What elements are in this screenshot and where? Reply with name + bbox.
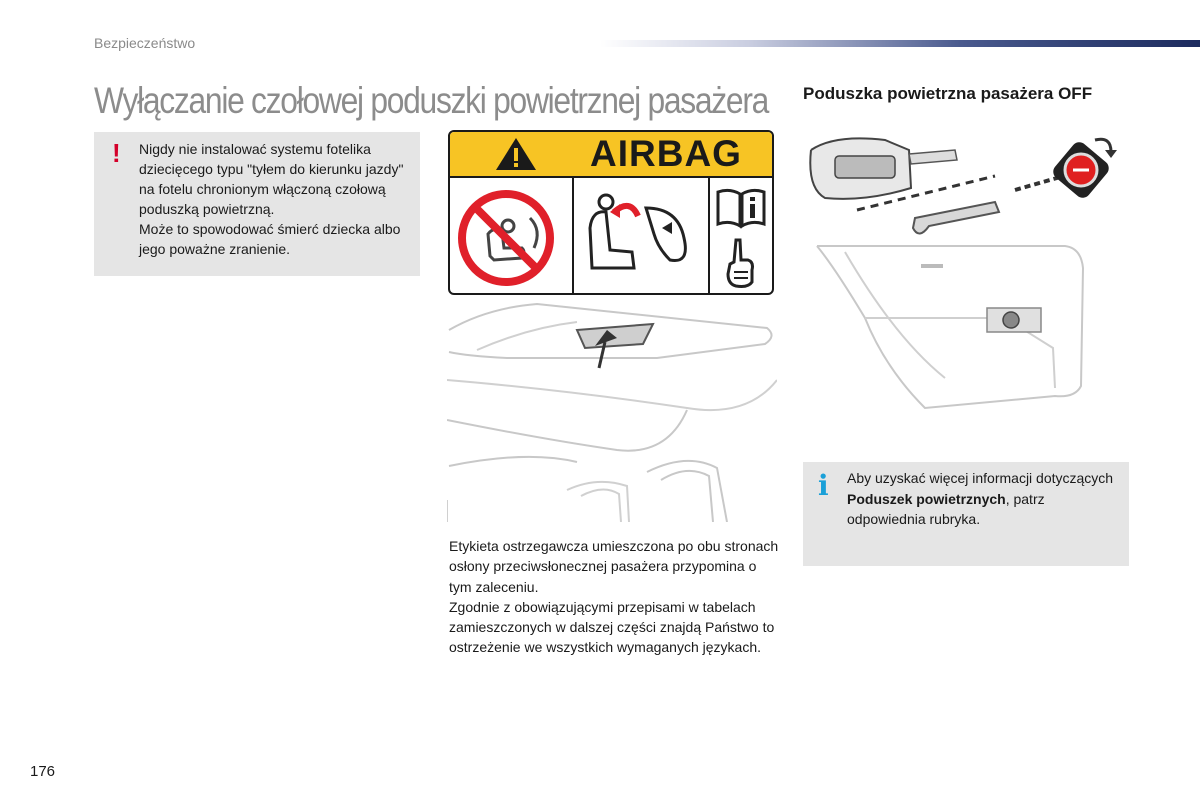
glovebox-key-switch-illustration [805, 128, 1125, 418]
warning-box [94, 132, 420, 276]
warning-text [139, 139, 409, 259]
caption-para-2: Zgodnie z obowiązującymi przepisami w tabelach zamieszczonych w dalszej części znajdą Państwo to ostrzeżenie we wszystkich wymaganych językach. [449, 598, 775, 656]
caption-para-1: Etykieta ostrzegawcza umieszczona po obu stronach osłony przeciwsłonecznej pasażera przypomina o tym zaleceniu. [449, 538, 779, 595]
airbag-word: AIRBAG [590, 133, 742, 174]
manual-info-icon [710, 182, 772, 234]
info-text-before: Aby uzyskać więcej informacji dotyczących [847, 470, 1114, 486]
warning-mark: ! [112, 138, 121, 168]
info-box [803, 462, 1129, 566]
sun-visor-illustration [447, 300, 777, 522]
page-title: Wyłączanie czołowej poduszki powietrznej pasażera [94, 80, 769, 121]
airbag-cell-prohibition [450, 178, 574, 293]
warning-line-2: Może to spowodować śmierć dziecka albo jego poważne zranienie. [139, 221, 401, 257]
warning-line-1: Nigdy nie instalować systemu fotelika dziecięcego typu "tyłem do kierunku jazdy" na fotelu chronionym włączoną czołową poduszką powietrzną. [139, 141, 404, 217]
right-heading: Poduszka powietrzna pasażera OFF [803, 84, 1093, 103]
info-text-after: , patrz odpowiednia rubryka. [847, 490, 1045, 527]
airbag-cell-deploy [574, 178, 710, 293]
airbag-cell-manual [710, 178, 772, 293]
airbag-header [450, 132, 772, 178]
page-number: 176 [30, 763, 56, 780]
warning-triangle-icon [494, 136, 538, 172]
info-text-bold-link: Poduszek powietrznych [847, 490, 1006, 507]
info-text [847, 468, 1123, 530]
info-icon: i [818, 469, 829, 502]
pointing-hand-icon [710, 236, 772, 292]
no-rear-facing-child-seat-icon [450, 178, 572, 293]
airbag-deploy-seat-icon [574, 178, 708, 293]
caption [449, 536, 779, 658]
airbag-warning-label [448, 130, 774, 295]
header-bar [600, 40, 1200, 47]
section-label: Bezpieczeństwo [94, 35, 196, 51]
